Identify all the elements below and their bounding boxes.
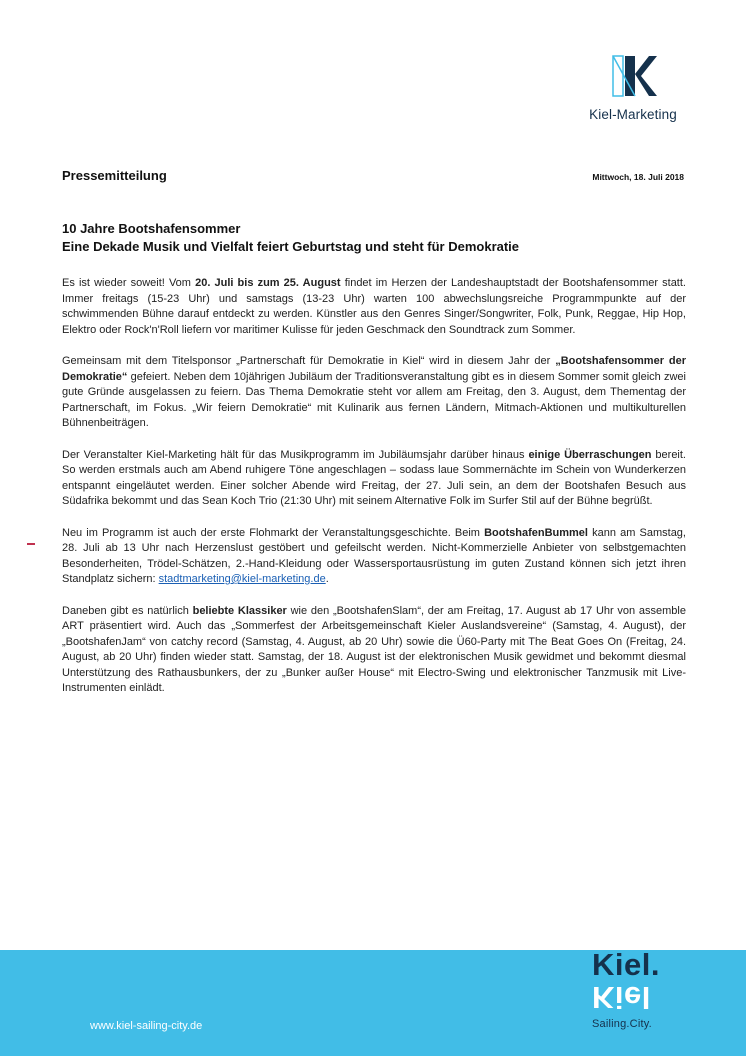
headline-subtitle: Eine Dekade Musik und Vielfalt feiert Geburtstag und steht für Demokratie [62, 239, 520, 254]
kiel-marketing-logo [568, 50, 698, 122]
paragraph-5 [62, 604, 686, 697]
k-monogram-icon [607, 50, 659, 102]
paragraph-text: Daneben gibt es natürlich [62, 604, 193, 617]
paragraph-emphasis: beliebte Klassiker [192, 604, 287, 617]
paragraph-text: kann am Samstag, 28. Juli ab 13 Uhr nach Herzenslust gestöbert und gefeilscht werden. Nicht-Kommerzielle Anbieter von selbstgemachten Besonderheiten, Trödel-Schätzen, 2.-Hand-Kleidung oder Wassersportausrüstung im guten Zustand können sich jetzt ihren Standplatz sichern: [62, 526, 686, 585]
press-release-date: Mittwoch, 18. Juli 2018 [592, 172, 684, 182]
paragraph-emphasis: 20. Juli bis zum 25. August [195, 277, 341, 289]
headline [62, 220, 686, 256]
paragraph-3 [62, 448, 686, 510]
paragraph-emphasis: BootshafenBummel [484, 526, 588, 539]
email-link[interactable]: stadtmarketing@kiel-marketing.de [158, 573, 326, 585]
paragraph-text: Gemeinsam mit dem Titelsponsor „Partnerschaft für Demokratie in Kiel“ wird in diesem Jahr der [62, 355, 556, 367]
footer-url[interactable]: www.kiel-sailing-city.de [90, 1020, 203, 1032]
paragraph-text: bereit. So werden erstmals auch am Abend ruhigere Töne angeschlagen – sodass laue Sommernächte im Schein von Wunderkerzen entspannt eingeläutet werden. Einer solcher Abende wird Freitag, der 27. Juli sein, an dem der Bootshafen Besuch aus Südafrika bekommt und das Sean Koch Trio (21:30 Uhr) mit seinem Alternative Folk im Surfer Stil auf der Bühne begrüßt. [62, 448, 686, 507]
paragraph-text: Es ist wieder soweit! Vom [62, 277, 196, 289]
press-release-label: Pressemitteilung [62, 168, 167, 183]
paragraph-1 [62, 276, 686, 338]
paragraph-text: Neu im Programm ist auch der erste Flohmarkt der Veranstaltungsgeschichte. Beim [62, 526, 485, 539]
paragraph-emphasis: einige Überraschungen [528, 448, 652, 461]
paragraph-text: wie den „BootshafenSlam“, der am Freitag, 17. August ab 17 Uhr von assemble ART präsentiert wird. Auch das „Sommerfest der Arbeitsgemeinschaft Kieler Auslandsvereine“ (Samstag, 4. August), der „BootshafenJam“ von catchy record (Samstag, 4. August, ab 20 Uhr) sowie die Ü60-Party mit The Beat Goes On (Freitag, 24. August, ab 20 Uhr) finden wieder statt. Samstag, der 18. August ist der elektronischen Musik gewidmet und bekommt diesmal Unterstützung des Rathausbunkers, der zu „Bunker außer House“ mit Electro-Swing und elektronischer Tanzmusik mit Live-Instrumenten einlädt. [62, 604, 686, 694]
headline-title: 10 Jahre Bootshafensommer [62, 221, 241, 236]
paragraph-2 [62, 354, 686, 432]
paragraph-emphasis: „Bootshafensommer der Demokratie“ [62, 355, 686, 383]
paragraph-text: findet im Herzen der Landeshauptstadt der Bootshafensommer statt. Immer freitags (15-23 Uhr) und samstags (13-23 Uhr) warten 100 abwechslungsreiche Programmpunkte auf der schwimmenden Bühne darauf entdeckt zu werden. Künstler aus den Genres Singer/Songwriter, Folk, Punk, Reggae, Hip Hop, Elektro oder Rock'n'Roll liefern vor maritimer Kulisse für jeden Geschmack den Soundtrack zum Sommer. [62, 277, 686, 336]
logo-tagline: Sailing.City. [592, 1018, 652, 1030]
paragraph-text: gefeiert. Neben dem 10jährigen Jubiläum der Traditionsveranstaltung gibt es in diesem Sommer somit gleich zwei gute Gründe ausgelassen zu feiern. Das Thema Demokratie steht vor allem am Freitag, den 3. August, dem Thementag der Partnerschaft, im Fokus. „Wir feiern Demokratie“ mit Kulinarik aus fernen Ländern, Mitmach-Aktionen und multikulturellen Bühnenbeiträgen. [62, 370, 686, 429]
paragraph-text: . [325, 573, 329, 585]
kiel-sailing-city-logo: Kiel. [592, 947, 660, 982]
logo-text: Kiel-Marketing [589, 107, 677, 122]
article-body [62, 276, 686, 713]
margin-mark [27, 543, 35, 545]
paragraph-4 [62, 526, 686, 588]
paragraph-text: Der Veranstalter Kiel-Marketing hält für das Musikprogramm im Jubiläumsjahr darüber hinaus [62, 448, 529, 461]
kiel-mirror-logo: Kiel [592, 980, 651, 1015]
